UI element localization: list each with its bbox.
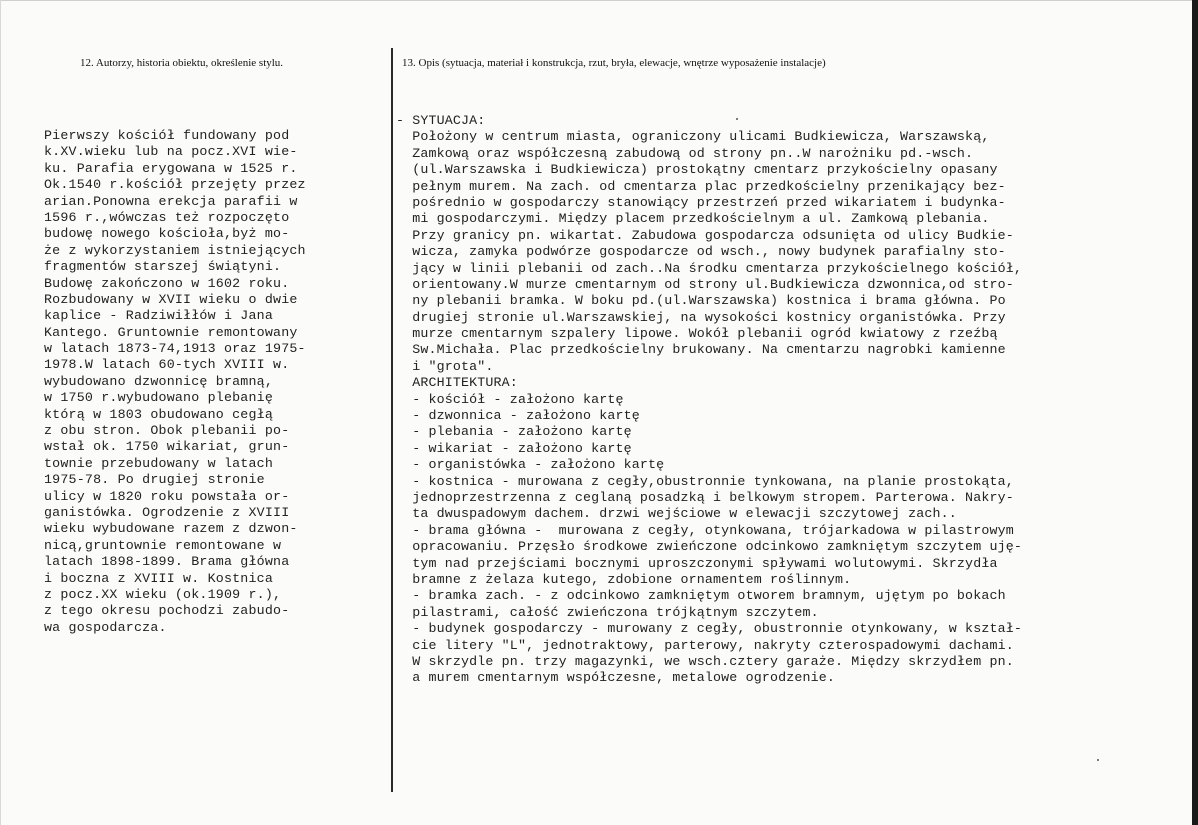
history-text-line: z pocz.XX wieku (ok.1909 r.), [44, 586, 282, 602]
description-text-line: - organistówka - założono kartę [396, 457, 665, 473]
history-text-line: którą w 1803 obudowano cegłą [44, 406, 274, 422]
description-text-line: cie litery "L", jednotraktowy, parterowy, nakryty czterospadowymi dachami. [396, 637, 1014, 653]
history-text-line: z obu stron. Obok plebanii po- [44, 423, 290, 439]
description-text-line: opracowaniu. Przęsło środkowe zwieńczone odcinkowo zamkniętym szczytem uję- [396, 539, 1022, 555]
left-edge [0, 0, 1, 825]
description-text-line: ny plebanii bramka. W boku pd.(ul.Warszawska) kostnica i brama główna. Po [396, 293, 1006, 309]
description-text-line: Sw.Michała. Plac przedkościelny brukowany. Na cmentarzu nagrobki kamienne [396, 342, 1006, 358]
history-text-line: 1975-78. Po drugiej stronie [44, 472, 265, 488]
history-text-line: fragmentów starszej świątyni. [44, 259, 282, 275]
description-text-line: Położony w centrum miasta, ograniczony ulicami Budkiewicza, Warszawską, [396, 129, 990, 145]
description-text-line: - bramka zach. - z odcinkowo zamkniętym otworem bramnym, ujętym po bokach [396, 588, 1006, 604]
description-text-line: i "grota". [396, 358, 494, 374]
history-text-line: latach 1898-1899. Brama główna [44, 554, 290, 570]
description-text-line: pilastrami, całość zwieńczona trójkątnym szczytem. [396, 604, 819, 620]
description-text-line: tym nad przejściami bocznymi uproszczonymi spływami wolutowymi. Skrzydła [396, 555, 998, 571]
history-text-line: i boczna z XVIII w. Kostnica [44, 570, 274, 586]
history-text-block [44, 128, 374, 636]
history-text-line: że z wykorzystaniem istniejących [44, 242, 306, 258]
description-text-line: a murem cmentarnym współczesne, metalowe ogrodzenie. [396, 670, 835, 686]
description-text-line: - kostnica - murowana z cegły,obustronnie tynkowana, na planie prostokąta, [396, 473, 1014, 489]
history-text-line: Pierwszy kościół fundowany pod [44, 128, 290, 143]
description-text-line: - plebania - założono kartę [396, 424, 632, 440]
description-text-line: - kościół - założono kartę [396, 391, 624, 407]
description-text-line: - budynek gospodarczy - murowany z cegły, obustronnie otynkowany, w kształ- [396, 621, 1022, 637]
history-text-line: wa gospodarcza. [44, 619, 167, 635]
description-text-line: - SYTUACJA: [396, 113, 486, 128]
history-text-line: Rozbudowany w XVII wieku o dwie [44, 291, 298, 307]
history-text-line: wstał ok. 1750 wikariat, grun- [44, 439, 290, 455]
scan-speck [736, 118, 738, 120]
history-text-line: Ok.1540 r.kościół przejęty przez [44, 177, 306, 193]
description-text-block [396, 113, 1186, 687]
history-text-line: nicą,gruntownie remontowane w [44, 537, 282, 553]
history-text-line: 1596 r.,wówczas też rozpoczęto [44, 209, 290, 225]
scan-speck [1097, 759, 1099, 761]
history-text-line: z tego okresu pochodzi zabudo- [44, 603, 290, 619]
description-text-line: pełnym murem. Na zach. od cmentarza plac przedkościelny przenikający bez- [396, 178, 1006, 194]
description-text-line: - dzwonnica - założono kartę [396, 408, 640, 424]
history-text-line: w latach 1873-74,1913 oraz 1975- [44, 341, 306, 357]
column-divider [391, 48, 393, 792]
description-text-line: W skrzydle pn. trzy magazynki, we wsch.cztery garaże. Między skrzydłem pn. [396, 653, 1014, 669]
description-text-line: ta dwuspadowym dachem. drzwi wejściowe w elewacji szczytowej zach.. [396, 506, 957, 522]
history-text-line: w 1750 r.wybudowano plebanię [44, 390, 274, 406]
description-text-line: Zamkową oraz współczesną zabudową od strony pn..W narożniku pd.-wsch. [396, 145, 974, 161]
description-text-line: pośrednio w gospodarczy stanowiący przestrzeń przed wikariatem i budynka- [396, 194, 1006, 210]
history-text-line: wybudowano dzwonnicę bramną, [44, 373, 274, 389]
section-12-heading: 12. Autorzy, historia obiektu, określenie stylu. [80, 57, 284, 69]
description-text-line: jednoprzestrzenna z ceglaną posadzką i belkowym stropem. Parterowa. Nakry- [396, 489, 1014, 505]
description-text-line: jący w linii plebanii od zach..Na środku cmentarza przykościelnego kościół, [396, 260, 1022, 276]
history-text-line: arian.Ponowna erekcja parafii w [44, 193, 298, 209]
top-border [0, 0, 1198, 1]
description-text-line: mi gospodarczymi. Między placem przedkościelnym a ul. Zamkową plebania. [396, 211, 990, 227]
history-text-line: budowę nowego kościoła,byż mo- [44, 226, 290, 242]
history-text-line: Kantego. Gruntownie remontowany [44, 324, 298, 340]
history-text-line: ganistówka. Ogrodzenie z XVIII [44, 504, 290, 520]
description-text-line: - brama główna - murowana z cegły, otynkowana, trójarkadowa w pilastrowym [396, 522, 1014, 538]
history-text-line: 1978.W latach 60-tych XVIII w. [44, 357, 290, 373]
description-text-line: drugiej stronie ul.Warszawskiej, na wysokości kostnicy organistówka. Przy [396, 309, 1006, 325]
description-text-line: bramne z żelaza kutego, zdobione ornamentem roślinnym. [396, 571, 852, 587]
section-13-heading: 13. Opis (sytuacja, materiał i konstrukcja, rzut, bryła, elewacje, wnętrze wyposażenie instalacje) [402, 57, 826, 69]
description-text-line: Przy granicy pn. wikartat. Zabudowa gospodarcza odsunięta od ulicy Budkie- [396, 227, 1014, 243]
description-text-line: murze cmentarnym szpalery lipowe. Wokół plebanii ogród kwiatowy z rzeźbą [396, 326, 998, 342]
description-text-line: - wikariat - założono kartę [396, 440, 632, 456]
description-text-line: orientowany.W murze cmentarnym od strony ul.Budkiewicza dzwonnica,od stro- [396, 276, 1014, 292]
description-text-line: (ul.Warszawska i Budkiewicza) prostokątny cmentarz przykościelny opasany [396, 162, 998, 178]
history-text-line: townie przebudowany w latach [44, 455, 274, 471]
history-text-line: wieku wybudowane razem z dzwon- [44, 521, 298, 537]
history-text-line: Budowę zakończono w 1602 roku. [44, 275, 290, 291]
history-text-line: kaplice - Radziwiłłów i Jana [44, 308, 274, 324]
history-text-line: ulicy w 1820 roku powstała or- [44, 488, 290, 504]
history-text-line: k.XV.wieku lub na pocz.XVI wie- [44, 144, 298, 160]
right-scan-edge [1192, 0, 1198, 825]
description-text-line: wicza, zamyka podwórze gospodarcze od wsch., nowy budynek parafialny sto- [396, 244, 1006, 260]
history-text-line: ku. Parafia erygowana w 1525 r. [44, 160, 298, 176]
description-text-line: ARCHITEKTURA: [396, 375, 518, 391]
